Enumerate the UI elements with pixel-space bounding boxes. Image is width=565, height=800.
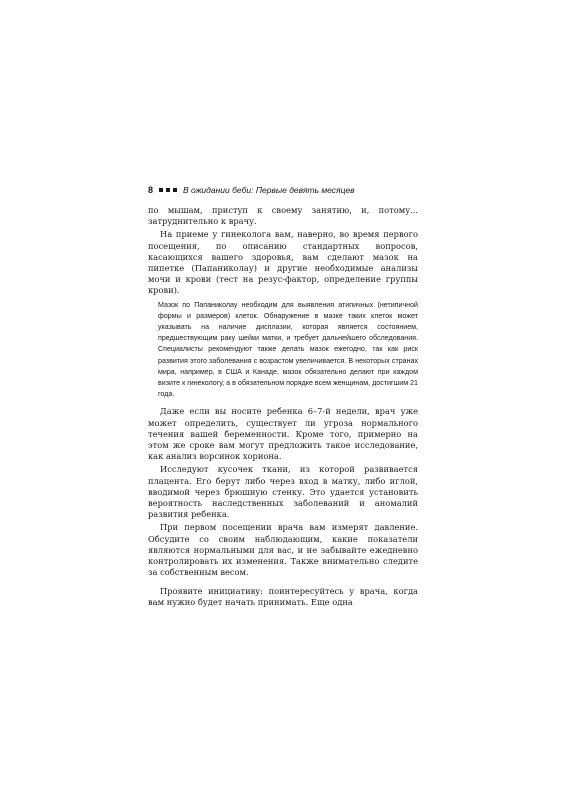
paragraph: Исследуют кусочек ткани, из которой развивается плацента. Его берут либо через вход в матку, либо иглой, вводимой через брюшную стенку. Это удается установить вероятность наследственных заболеваний и аномалий развития ребенка. [148, 464, 418, 520]
running-title: В ожидании беби: Первые девять месяцев [183, 185, 355, 195]
paragraph: по мышам, приступ к своему занятию, и, потому... затруднительно к врачу. [148, 205, 418, 227]
paragraph: При первом посещении врача вам измерят давление. Обсудите со своим наблюдающим, какие показатели являются нормальными для вас, и не забывайте ежедневно контролировать их изменения. Также внимательно следите за собственным весом. [148, 522, 418, 578]
header-ornament-icon [159, 188, 177, 192]
paragraph: Проявите инициативу: поинтересуйтесь у врача, когда вам нужно будет начать принимать. Еще одна [148, 585, 418, 607]
paragraph: На приеме у гинеколога вам, наверно, во время первого посещения, по описанию стандартных вопросов, касающихся вашего здоровья, вам сделают мазок на пипетке (Папаниколау) и другие необходимые анализы мочи и крови (тест на резус-фактор, определение группы крови). [148, 229, 418, 296]
indented-note: Мазок по Папаниколау необходим для выявления атипичных (нетипичной формы и размеров) клеток. Обнаружение в мазке таких клеток может указывать на наличие дисплазии, которая является состоянием, предшествующим раку шейки матки, и требует дальнейшего обследования. Специалисты рекомендуют также делать мазок ежегодно, так как риск развития этого заболевания с возрастом увеличивается. В некоторых странах мира, например, в США и Канаде, мазок обязательно делают при каждом визите к гинекологу, а в обязательном порядке всем женщинам, достигшим 21 года. [158, 300, 418, 399]
paragraph: Даже если вы носите ребенка 6–7-й недели, врач уже может определить, существует ли угроза нормального течения вашей беременности. Кроме того, примерно на этом же сроке вам могут предложить такое исследование, как анализ ворсинок хориона. [148, 406, 418, 462]
running-header [148, 183, 448, 197]
page-number: 8 [148, 185, 154, 195]
page-body [148, 205, 418, 610]
